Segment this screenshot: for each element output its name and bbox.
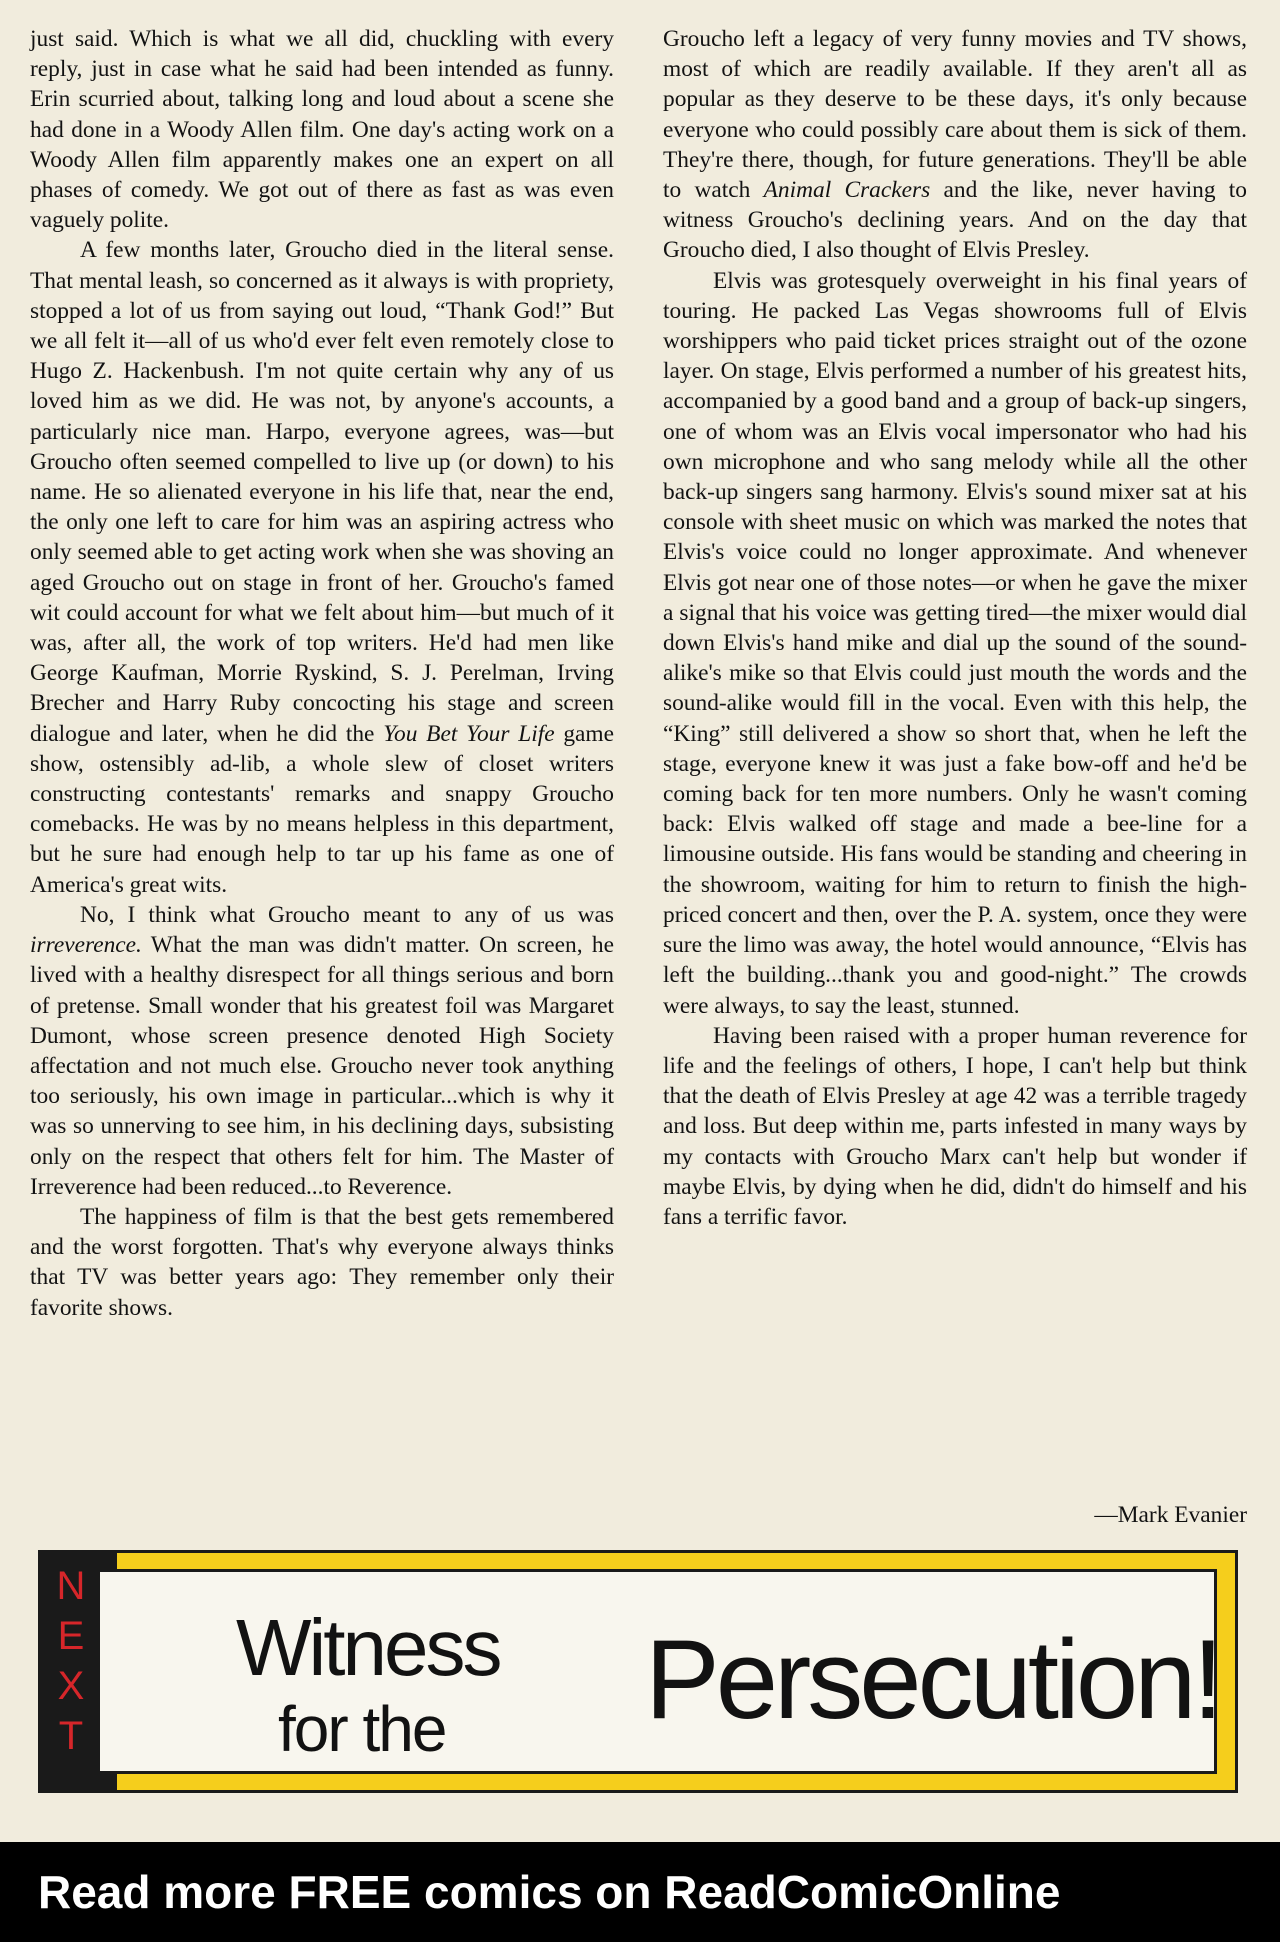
article-paragraph xyxy=(30,900,614,1202)
next-letter: X xyxy=(57,1664,85,1708)
paragraph-text: Groucho left a legacy of very funny movies and TV shows, most of which are readily available. If they aren't all as popular as they deserve to be these days, it's only because everyone who could possibly care about them is sick of them. They're there, though, for future generations. They'll be able to watch xyxy=(663,26,1247,204)
article-column-left xyxy=(30,24,614,1323)
next-title-panel xyxy=(97,1569,1220,1774)
next-letter: N xyxy=(56,1564,86,1608)
paragraph-text: A few months later, Groucho died in the literal sense. That mental leash, so concerned as it always is with propriety, stopped a lot of us from saying out loud, “Thank God!” But we all felt it—all of us who'd ever felt even remotely close to Hugo Z. Hackenbush. I'm not quite certain why any of us loved him as we did. He was not, by anyone's accounts, a particularly nice man. Harpo, everyone agrees, was—but Groucho often seemed compelled to live up (or down) to his name. He so alienated everyone in his life that, near the end, the only one left to care for him was an aspiring actress who only seemed able to get acting work when she was shoving an aged Groucho out on stage in front of her. Groucho's famed wit could account for what we felt about him—but much of it was, after all, the work of top writers. He'd had men like George Kaufman, Morrie Ryskind, S. J. Perelman, Irving Brecher and Harry Ruby concocting his stage and screen dialogue and later, when he did the xyxy=(30,237,614,747)
footer-link[interactable]: Read more FREE comics on ReadComicOnline xyxy=(38,1866,1061,1918)
site-footer xyxy=(0,1842,1280,1942)
article-paragraph xyxy=(30,1202,614,1323)
article-column-right xyxy=(663,24,1247,1232)
next-letter: T xyxy=(58,1714,84,1758)
paragraph-text: game show, ostensibly ad-lib, a whole slew of closet writers constructing contestants' remarks and snappy Groucho comebacks. He was by no means helpless in this department, but he sure had enough help to tar up his fame as one of America's great wits. xyxy=(30,720,614,898)
next-issue-banner xyxy=(38,1550,1238,1793)
italic-title: irreverence. xyxy=(30,932,142,959)
article-paragraph xyxy=(663,266,1247,1021)
paragraph-text: What the man was didn't matter. On screen, he lived with a healthy disrespect for all things serious and born of pretense. Small wonder that his greatest foil was Margaret Dumont, whose screen presence denoted High Society affectation and not much else. Groucho never took anything too seriously, his own image in particular...which is why it was so unnerving to see him, in his declining days, subsisting only on the respect that others felt for him. The Master of Irreverence had been reduced...to Reverence. xyxy=(30,932,614,1200)
next-letter: E xyxy=(57,1614,85,1658)
paragraph-text: The happiness of film is that the best gets remembered and the worst forgotten. That's why everyone always thinks that TV was better years ago: They remember only their favorite shows. xyxy=(30,1203,614,1321)
next-title-line1: Witness xyxy=(236,1603,500,1692)
paragraph-text: just said. Which is what we all did, chuckling with every reply, just in case what he said had been intended as funny. Erin scurried about, talking long and loud about a scene she had done in a Woody Allen film. One day's acting work on a Woody Allen film apparently makes one an expert on all phases of comedy. We got out of there as fast as was even vaguely polite. xyxy=(30,26,614,234)
italic-title: You Bet Your Life xyxy=(383,720,555,747)
article-paragraph xyxy=(663,24,1247,266)
next-title-main: Persecution! xyxy=(645,1617,1220,1742)
article-paragraph xyxy=(30,24,614,235)
paragraph-text: No, I think what Groucho meant to any of us was xyxy=(80,901,614,928)
article-paragraph xyxy=(30,235,614,899)
paragraph-text: Elvis was grotesquely overweight in his final years of touring. He packed Las Vegas showrooms full of Elvis worshippers who paid ticket prices straight out of the ozone layer. On stage, Elvis performed a number of his greatest hits, accompanied by a good band and a group of back-up singers, one of whom was an Elvis vocal impersonator who had his own microphone and who sang melody while all the other back-up singers sang harmony. Elvis's sound mixer sat at his console with sheet music on which was marked the notes that Elvis's voice could no longer approximate. And whenever Elvis got near one of those notes—or when he gave the mixer a signal that his voice was getting tired—the mixer would dial down Elvis's hand mike and dial up the sound of the sound-alike's mike so that Elvis could just mouth the words and the sound-alike would fill in the vocal. Even with this help, the “King” still delivered a show so short that, when he left the stage, everyone knew it was just a fake bow-off and he'd be coming back for ten more numbers. Only he wasn't coming back: Elvis walked off stage and made a bee-line for a limousine outside. His fans would be standing and cheering in the showroom, waiting for him to return to finish the high-priced concert and then, over the P. A. system, once they were sure the limo was away, the hotel would announce, “Elvis has left the building...thank you and good-night.” The crowds were always, to say the least, stunned. xyxy=(663,267,1247,1019)
italic-title: Animal Crackers xyxy=(763,177,931,204)
article-paragraph xyxy=(663,1021,1247,1232)
next-title-line2: for the xyxy=(278,1693,446,1765)
article-byline: —Mark Evanier xyxy=(1094,1502,1247,1528)
paragraph-text: and the like, never having to witness Groucho's declining years. And on the day that Groucho died, I also thought of Elvis Presley. xyxy=(663,177,1248,264)
paragraph-text: Having been raised with a proper human reverence for life and the feelings of others, I hope, I can't help but think that the death of Elvis Presley at age 42 was a terrible tragedy and loss. But deep within me, parts infested in many ways by my contacts with Groucho Marx can't help but wonder if maybe Elvis, by dying when he did, didn't do himself and his fans a terrific favor. xyxy=(663,1022,1247,1230)
